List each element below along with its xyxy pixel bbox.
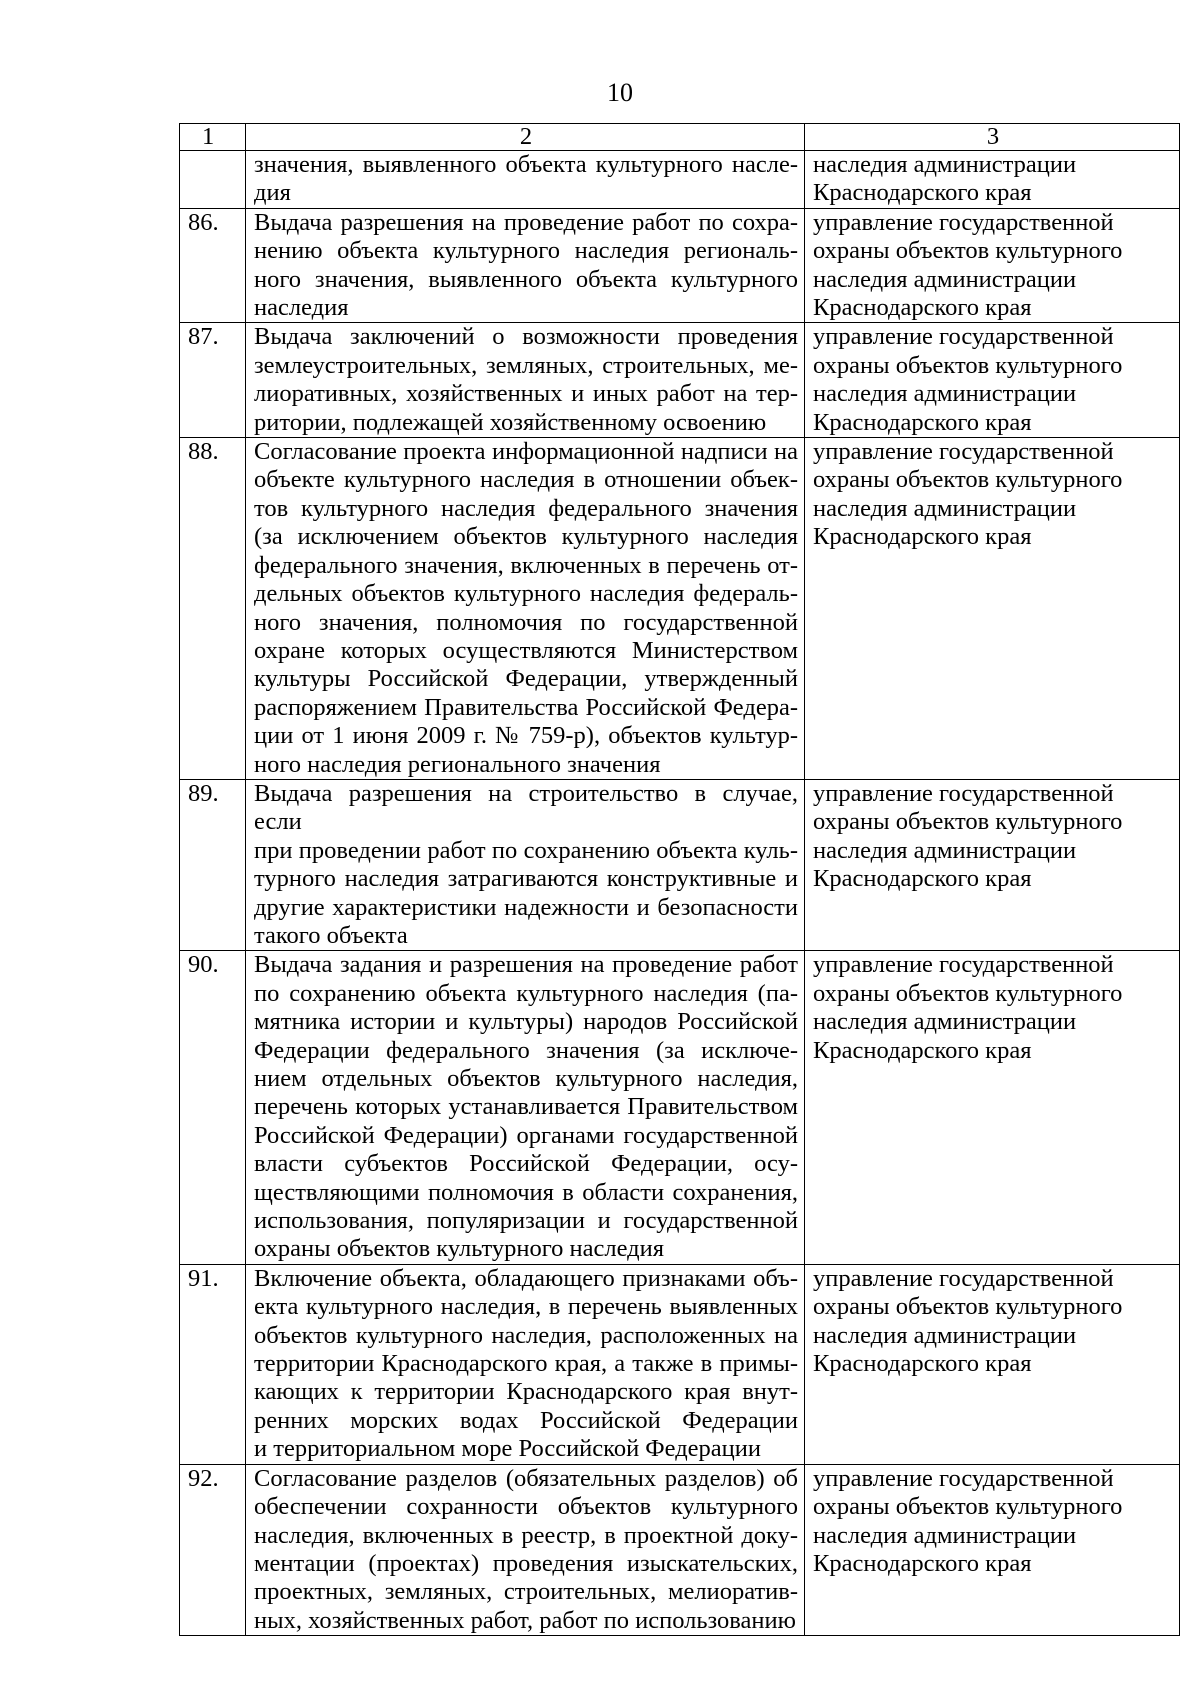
description-line: (за исключением объектов культурного наследия (254, 523, 798, 551)
description-line: объекте культурного наследия в отношении объек- (254, 466, 798, 494)
description-line: лиоративных, хозяйственных и иных работ на тер- (254, 380, 798, 408)
table-row (180, 1264, 1180, 1464)
description-line: тов культурного наследия федерального значения (254, 494, 798, 522)
description-line: ритории, подлежащей хозяйственному освоению (254, 408, 767, 436)
description-line: Федерации федерального значения (за исключе- (254, 1036, 798, 1064)
description-line: кающих к территории Краснодарского края внут- (254, 1378, 798, 1406)
description-line: такого объекта (254, 921, 408, 949)
row-description (246, 208, 805, 323)
description-line: при проведении работ по сохранению объекта куль- (254, 836, 798, 864)
row-number: 86. (180, 208, 246, 323)
description-line: наследия (254, 294, 349, 322)
description-line: федерального значения, включенных в перечень от- (254, 551, 798, 579)
authority-line: наследия администрации (813, 1008, 1077, 1036)
table-row (180, 951, 1180, 1264)
description-line: ции от 1 июня 2009 г. № 759-р), объектов культур- (254, 722, 798, 750)
authority-line: наследия администрации (813, 265, 1077, 293)
row-authority (805, 1264, 1180, 1464)
row-description (246, 438, 805, 780)
authority-line: Краснодарского края (813, 408, 1032, 436)
authority-line: охраны объектов культурного (813, 1293, 1123, 1321)
description-line: охраны объектов культурного наследия (254, 1235, 665, 1263)
table-header-row (180, 124, 1180, 151)
description-line: территории Краснодарского края, а также в примы- (254, 1350, 798, 1378)
row-number (180, 151, 246, 209)
description-line: екта культурного наследия, в перечень выявленных (254, 1293, 798, 1321)
description-line: перечень которых устанавливается Правительством (254, 1093, 798, 1121)
description-line: распоряжением Правительства Российской Федера- (254, 693, 798, 721)
description-line: культуры Российской Федерации, утвержденный (254, 665, 798, 693)
row-number: 91. (180, 1264, 246, 1464)
row-authority (805, 208, 1180, 323)
description-line: Российской Федерации) органами государственной (254, 1121, 798, 1149)
description-line: ного значения, выявленного объекта культурного (254, 265, 798, 293)
description-line: значения, выявленного объекта культурного насле- (254, 151, 798, 178)
authority-line: охраны объектов культурного (813, 351, 1123, 379)
table-row (180, 208, 1180, 323)
authority-line: Краснодарского края (813, 865, 1032, 893)
description-line: Выдача разрешения на проведение работ по сохра- (254, 208, 798, 236)
description-line: по сохранению объекта культурного наследия (па- (254, 979, 798, 1007)
authority-line: наследия администрации (813, 380, 1077, 408)
description-line: ментации (проектах) проведения изыскательских, (254, 1549, 798, 1577)
row-authority (805, 951, 1180, 1264)
description-line: объектов культурного наследия, расположенных на (254, 1321, 798, 1349)
description-line: ного значения, полномочия по государственной (254, 608, 798, 636)
description-line: дельных объектов культурного наследия федераль- (254, 580, 798, 608)
authority-line: охраны объектов культурного (813, 979, 1123, 1007)
description-line: и территориальном море Российской Федерации (254, 1435, 762, 1463)
row-description (246, 1264, 805, 1464)
authority-line: управление государственной (813, 1464, 1114, 1492)
description-line: Согласование проекта информационной надписи на (254, 438, 798, 466)
description-line: ного наследия регионального значения (254, 750, 661, 778)
header-col-authority: 3 (805, 124, 1180, 151)
authority-line: наследия администрации (813, 1521, 1077, 1549)
description-line: власти субъектов Российской Федерации, осу- (254, 1150, 798, 1178)
authority-line: охраны объектов культурного (813, 1493, 1123, 1521)
authority-line: управление государственной (813, 951, 1114, 979)
authority-line: наследия администрации (813, 494, 1077, 522)
description-line: ществляющими полномочия в области сохранения, (254, 1178, 798, 1206)
description-line: нению объекта культурного наследия региональ- (254, 237, 798, 265)
authority-line: наследия администрации (813, 1321, 1077, 1349)
description-line: наследия, включенных в реестр, в проектной доку- (254, 1521, 798, 1549)
row-description (246, 1464, 805, 1635)
row-description (246, 951, 805, 1264)
authority-line: Краснодарского края (813, 294, 1032, 322)
authority-line: наследия администрации (813, 151, 1077, 178)
authority-line: управление государственной (813, 323, 1114, 351)
row-description (246, 779, 805, 950)
authority-line: охраны объектов культурного (813, 466, 1123, 494)
description-line: ренних морских водах Российской Федерации (254, 1406, 798, 1434)
row-description (246, 151, 805, 209)
description-line: Выдача заключений о возможности проведения (254, 323, 798, 351)
row-authority (805, 1464, 1180, 1635)
description-line: проектных, земляных, строительных, мелиоратив- (254, 1578, 798, 1606)
table-row (180, 1464, 1180, 1635)
authority-line: управление государственной (813, 1264, 1114, 1292)
authority-line: Краснодарского края (813, 1036, 1032, 1064)
row-description (246, 323, 805, 438)
row-number: 87. (180, 323, 246, 438)
row-number: 88. (180, 438, 246, 780)
table-row (180, 779, 1180, 950)
description-line: использования, популяризации и государственной (254, 1207, 798, 1235)
header-col-description: 2 (246, 124, 805, 151)
table-body (180, 124, 1180, 1636)
row-authority (805, 323, 1180, 438)
table-row (180, 151, 1180, 209)
description-line: другие характеристики надежности и безопасности (254, 893, 798, 921)
authority-line: Краснодарского края (813, 1549, 1032, 1577)
authority-line: Краснодарского края (813, 1350, 1032, 1378)
description-line: Выдача разрешения на строительство в случае, если (254, 779, 798, 836)
row-number: 90. (180, 951, 246, 1264)
row-number: 89. (180, 779, 246, 950)
header-col-number: 1 (180, 124, 246, 151)
description-line: Включение объекта, обладающего признаками объ- (254, 1264, 798, 1292)
row-authority (805, 779, 1180, 950)
authority-line: наследия администрации (813, 836, 1077, 864)
description-line: турного наследия затрагиваются конструктивные и (254, 865, 798, 893)
description-line: обеспечении сохранности объектов культурного (254, 1493, 798, 1521)
authority-line: Краснодарского края (813, 523, 1032, 551)
authority-line: охраны объектов культурного (813, 808, 1123, 836)
description-line: нием отдельных объектов культурного наследия, (254, 1065, 798, 1092)
row-number: 92. (180, 1464, 246, 1635)
page-number: 10 (607, 78, 633, 107)
description-line: Согласование разделов (обязательных разделов) об (254, 1464, 798, 1492)
authority-line: управление государственной (813, 438, 1114, 466)
authority-line: охраны объектов культурного (813, 237, 1123, 265)
description-line: Выдача задания и разрешения на проведение работ (254, 951, 798, 979)
description-line: охране которых осуществляются Министерством (254, 636, 798, 664)
authority-line: управление государственной (813, 779, 1114, 807)
row-authority (805, 438, 1180, 780)
description-line: ных, хозяйственных работ, работ по использованию (254, 1606, 796, 1634)
description-line: дия (254, 179, 291, 207)
description-line: мятника истории и культуры) народов Российской (254, 1008, 798, 1036)
table-row (180, 438, 1180, 780)
row-authority (805, 151, 1180, 209)
authority-line: Краснодарского края (813, 179, 1032, 207)
table-row (180, 323, 1180, 438)
services-table (179, 123, 1180, 1636)
description-line: землеустроительных, земляных, строительных, ме- (254, 351, 798, 379)
authority-line: управление государственной (813, 208, 1114, 236)
